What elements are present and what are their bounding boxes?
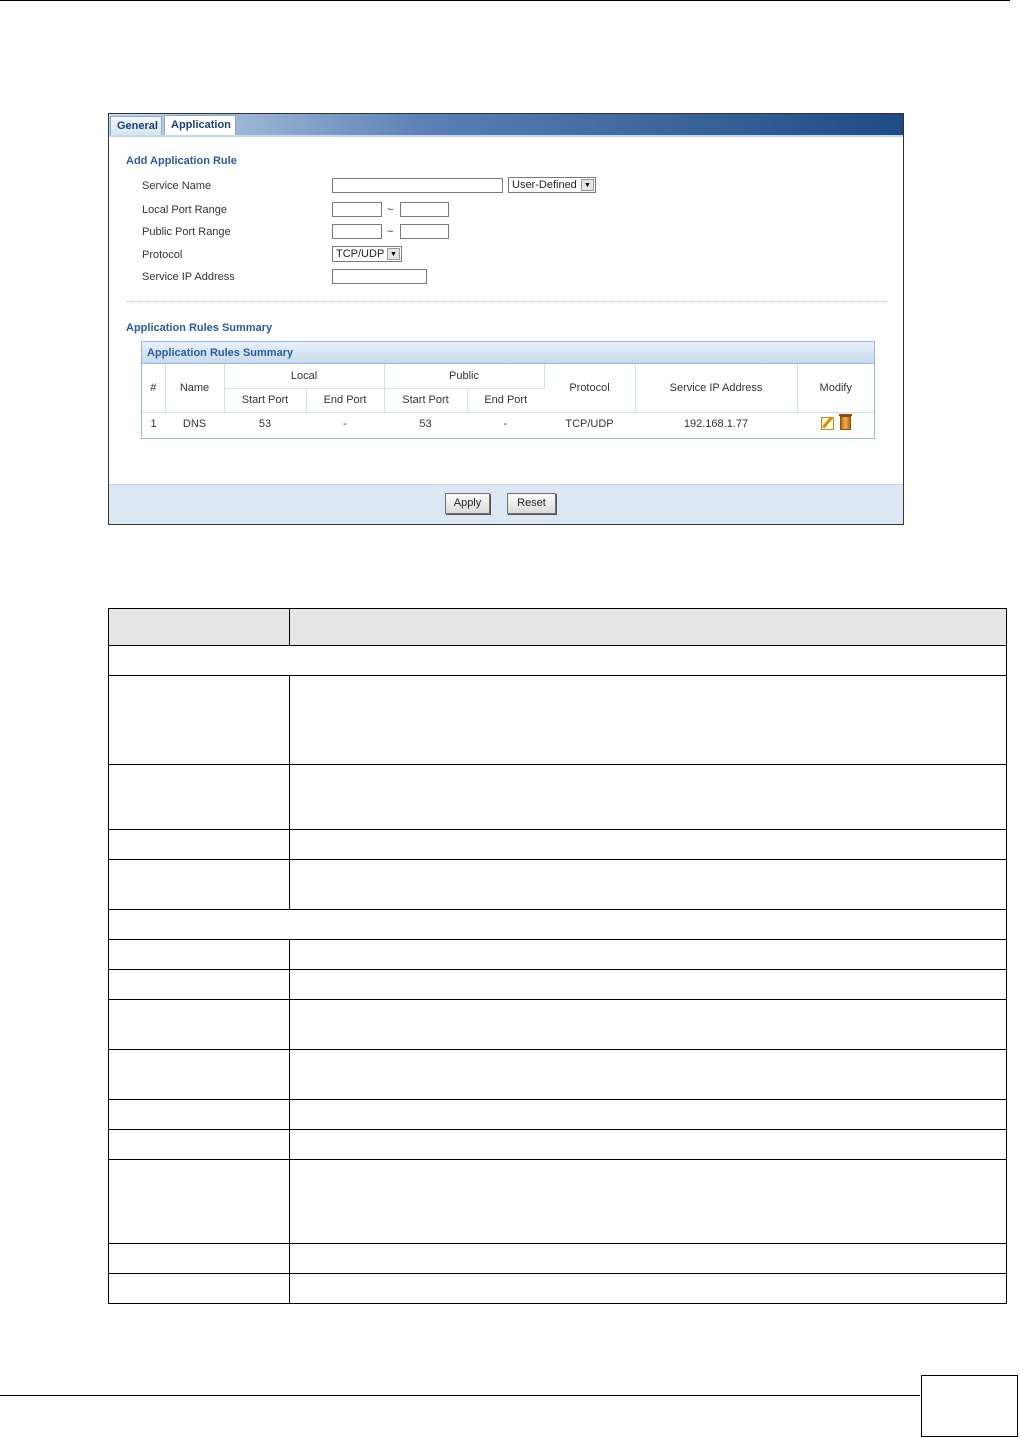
description-table (108, 608, 1007, 1304)
row-local-start: 53 (258, 418, 272, 431)
header-public-start-port: Start Port (384, 388, 467, 412)
desc-row (109, 1100, 1007, 1130)
desc-cell (290, 860, 1007, 910)
desc-cell (290, 1244, 1007, 1274)
header-index: # (142, 364, 165, 412)
tab-general[interactable]: General (110, 116, 162, 135)
row-public-start: 53 (419, 418, 432, 431)
desc-section-row (109, 646, 1007, 676)
desc-row (109, 1050, 1007, 1100)
service-type-select[interactable] (508, 177, 596, 193)
public-port-range-label: Public Port Range (142, 226, 231, 238)
row-modify (797, 412, 874, 436)
header-modify: Modify (797, 364, 874, 412)
service-name-label: Service Name (142, 180, 212, 192)
desc-cell (109, 1274, 290, 1304)
service-ip-address-input[interactable] (332, 269, 427, 284)
desc-cell (290, 1100, 1007, 1130)
service-ip-address-label: Service IP Address (142, 271, 235, 283)
application-settings-panel (108, 113, 904, 525)
desc-cell (109, 1050, 290, 1100)
application-rules-summary-table (141, 341, 875, 439)
tab-bar (109, 114, 903, 135)
local-start-port-input[interactable] (332, 202, 382, 217)
row-public-end: - (503, 418, 508, 431)
desc-row (109, 676, 1007, 765)
public-start-port-input[interactable] (332, 224, 382, 239)
header-service-ip: Service IP Address (635, 364, 797, 412)
desc-section-row (109, 910, 1007, 940)
apply-button[interactable]: Apply (445, 493, 490, 514)
row-name: DNS (182, 418, 207, 431)
desc-row (109, 830, 1007, 860)
desc-cell (290, 1160, 1007, 1244)
table-row (142, 412, 874, 436)
desc-cell (109, 1244, 290, 1274)
desc-cell (290, 1274, 1007, 1304)
desc-cell (109, 1000, 290, 1050)
protocol-label: Protocol (142, 249, 183, 261)
desc-header-row (109, 609, 1007, 646)
chevron-down-icon: ▼ (581, 179, 594, 191)
desc-cell (109, 676, 290, 765)
desc-cell (290, 676, 1007, 765)
bottom-rule (0, 1395, 920, 1396)
page-number-box (921, 1375, 1018, 1437)
trash-icon[interactable] (840, 416, 851, 430)
service-name-input[interactable] (332, 178, 503, 193)
desc-row (109, 940, 1007, 970)
desc-cell (109, 1160, 290, 1244)
desc-row (109, 765, 1007, 830)
summary-table-title: Application Rules Summary (142, 342, 874, 364)
protocol-selected: TCP/UDP (336, 248, 385, 260)
public-end-port-input[interactable] (400, 224, 449, 239)
header-public: Public (384, 364, 544, 388)
desc-row (109, 1244, 1007, 1274)
local-port-range-label: Local Port Range (142, 204, 227, 216)
row-local-end: - (343, 418, 347, 431)
desc-cell (109, 910, 1007, 940)
desc-cell (109, 765, 290, 830)
desc-cell (109, 609, 290, 646)
reset-button[interactable]: Reset (507, 493, 556, 514)
desc-cell (109, 970, 290, 1000)
header-local-start-port: Start Port (224, 388, 306, 412)
tab-underline (109, 135, 903, 137)
desc-cell (109, 860, 290, 910)
top-rule (0, 0, 1010, 1)
header-public-end-port: End Port (467, 388, 544, 412)
public-range-separator: ~ (387, 226, 394, 238)
desc-row (109, 860, 1007, 910)
rules-table (142, 364, 874, 436)
desc-cell (290, 970, 1007, 1000)
desc-cell (290, 609, 1007, 646)
desc-row (109, 970, 1007, 1000)
row-protocol: TCP/UDP (565, 418, 614, 431)
header-local: Local (224, 364, 384, 388)
desc-cell (290, 1130, 1007, 1160)
header-protocol: Protocol (544, 364, 635, 412)
header-local-end-port: End Port (306, 388, 384, 412)
desc-cell (109, 940, 290, 970)
desc-row (109, 1274, 1007, 1304)
add-application-rule-title: Add Application Rule (126, 155, 237, 167)
service-type-selected: User-Defined (512, 179, 577, 191)
row-index: 1 (150, 418, 157, 431)
protocol-select[interactable] (332, 246, 402, 262)
section-divider (127, 301, 887, 302)
desc-row (109, 1160, 1007, 1244)
desc-cell (290, 765, 1007, 830)
tab-application[interactable]: Application (164, 115, 236, 135)
desc-cell (109, 1130, 290, 1160)
edit-icon[interactable] (821, 417, 834, 430)
desc-cell (109, 830, 290, 860)
local-end-port-input[interactable] (400, 202, 449, 217)
desc-cell (109, 1100, 290, 1130)
local-range-separator: ~ (387, 204, 394, 216)
row-service-ip: 192.168.1.77 (683, 418, 749, 431)
desc-cell (290, 1000, 1007, 1050)
desc-row (109, 1130, 1007, 1160)
chevron-down-icon: ▼ (387, 248, 400, 260)
button-bar (109, 484, 903, 524)
desc-cell (109, 646, 1007, 676)
desc-cell (290, 1050, 1007, 1100)
header-name: Name (165, 364, 224, 412)
desc-cell (290, 940, 1007, 970)
application-rules-summary-title: Application Rules Summary (126, 322, 273, 334)
desc-row (109, 1000, 1007, 1050)
desc-cell (290, 830, 1007, 860)
